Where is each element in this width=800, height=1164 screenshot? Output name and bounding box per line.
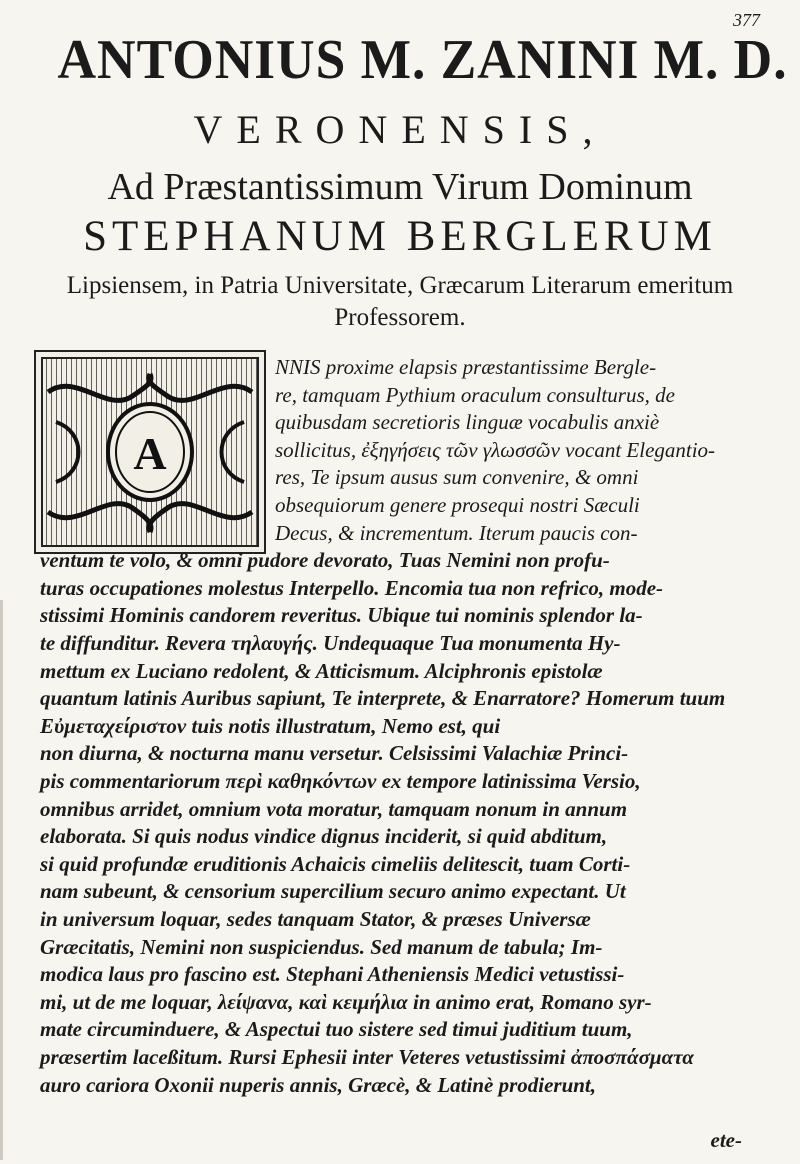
body-line: ventum te volo, & omni pudore devorato, Tuas Nemini non profu- xyxy=(40,548,610,573)
body-line: non diurna, & nocturna manu versetur. Celsissimi Valachiæ Princi- xyxy=(40,741,629,766)
body-line: mate circuminduere, & Aspectui tuo sistere sed timui juditium tuum, xyxy=(40,1017,633,1042)
body-line: mettum ex Luciano redolent, & Atticismum. Alciphronis epistolæ xyxy=(40,658,603,683)
body-line: modica laus pro fascino est. Stephani Atheniensis Medici vetustissi- xyxy=(40,962,625,987)
body-line: auro cariora Oxonii nuperis annis, Græcè, & Latinè prodierunt, xyxy=(40,1072,597,1097)
body-line: obsequiorum genere prosequi nostri Sæculi xyxy=(275,493,640,517)
body-line: mi, ut de me loquar, λείψανα, καὶ κειμήλια in animo erat, Romano syr- xyxy=(40,989,652,1014)
body-line: stissimi Hominis candorem reveritus. Ubique tui nominis splendor la- xyxy=(40,603,643,628)
body-line: re, tamquam Pythium oraculum consulturus, de xyxy=(275,382,675,407)
ornament-illustration xyxy=(36,352,264,552)
body-line: elaborata. Si quis nodus vindice dignus inciderit, si quid abditum, xyxy=(40,824,608,849)
page-number: 377 xyxy=(733,10,760,30)
body-line: pis commentariorum περὶ καθηκόντων ex tempore latinissima Versio, xyxy=(40,769,641,793)
recipient-name: STEPHANUM BERGLERUM xyxy=(83,213,717,260)
body-line: NNIS proxime elapsis præstantissime Bergle- xyxy=(275,355,657,379)
body-line: Græcitatis, Nemini non suspiciendus. Sed manum de tabula; Im- xyxy=(40,934,603,959)
body-line: in universum loquar, sedes tanquam Stator, & præses Universæ xyxy=(40,907,591,931)
author-origin: VERONENSIS, xyxy=(193,107,607,152)
body-line: quantum latinis Auribus sapiunt, Te interprete, & Enarratore? Homerum tuum xyxy=(40,686,726,711)
body-line: omnibus arridet, omnium vota moratur, tamquam nonum in annum xyxy=(40,796,628,821)
body-line: te diffunditur. Revera τηλαυγής. Undequaque Tua monumenta Hy- xyxy=(40,631,621,655)
author-name: ANTONIUS M. ZANINI M. D. xyxy=(57,29,788,91)
initial-letter: A xyxy=(133,428,167,479)
recipient-affiliation: Lipsiensem, in Patria Universitate, Græcarum Literarum emeritum Professorem. xyxy=(66,272,734,331)
body-line: turas occupationes molestus Interpello. Encomia tua non refrico, mode- xyxy=(40,575,664,600)
body-line: res, Te ipsum ausus sum convenire, & omni xyxy=(275,465,639,490)
body-line: si quid profundæ eruditionis Achaicis cimeliis delitescit, tuam Corti- xyxy=(40,851,631,876)
body-line: nam subeunt, & censorium supercilium securo animo expectant. Ut xyxy=(40,879,626,904)
body-line: sollicitus, ἐξηγήσεις τῶν γλωσσῶν vocant Elegantio- xyxy=(275,437,716,462)
page-gutter-shadow xyxy=(0,600,3,1160)
dedication-line: Ad Præstantissimum Virum Dominum xyxy=(107,166,693,208)
body-line: præsertim laceßitum. Rursi Ephesii inter Veteres vetustissimi ἀποσπάσματα xyxy=(40,1045,694,1069)
catchword: ete- xyxy=(710,1128,742,1152)
body-line: Εὐμεταχείριστον tuis notis illustratum, Nemo est, qui xyxy=(40,713,501,738)
body-line: Decus, & incrementum. Iterum paucis con- xyxy=(275,520,638,545)
body-line: quibusdam secretioris linguæ vocabulis anxiè xyxy=(275,410,660,435)
ornamental-initial xyxy=(34,350,266,554)
